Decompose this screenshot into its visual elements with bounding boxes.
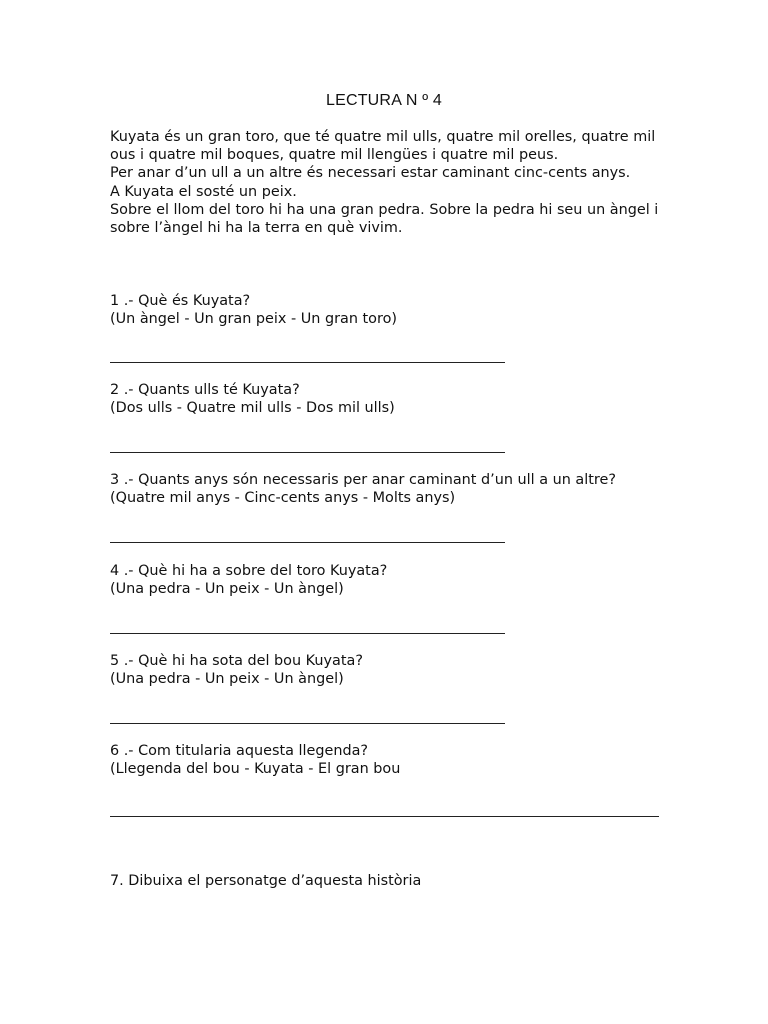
reading-paragraph: Sobre el llom del toro hi ha una gran pedra. Sobre la pedra hi seu un àngel i sobre l’àngel hi ha la terra en què vivim. xyxy=(110,201,659,237)
question-1 xyxy=(110,292,670,328)
question-options: (Llegenda del bou - Kuyata - El gran bou xyxy=(110,761,401,778)
answer-line-2[interactable] xyxy=(110,452,505,453)
question-text: 6 .- Com titularia aquesta llegenda? xyxy=(110,743,369,759)
question-text: 4 .- Què hi ha a sobre del toro Kuyata? xyxy=(110,563,388,579)
answer-line-1[interactable] xyxy=(110,362,505,363)
question-options: (Una pedra - Un peix - Un àngel) xyxy=(110,581,344,598)
question-options: (Un àngel - Un gran peix - Un gran toro) xyxy=(110,311,398,328)
question-options: (Quatre mil anys - Cinc-cents anys - Molts anys) xyxy=(110,490,456,507)
question-text: 5 .- Què hi ha sota del bou Kuyata? xyxy=(110,653,363,669)
question-7 xyxy=(110,872,670,890)
question-6 xyxy=(110,742,670,778)
answer-line-6[interactable] xyxy=(110,816,659,817)
answer-line-5[interactable] xyxy=(110,723,505,724)
question-options: (Una pedra - Un peix - Un àngel) xyxy=(110,671,344,688)
reading-paragraph: A Kuyata el sosté un peix. xyxy=(110,183,297,200)
question-5 xyxy=(110,652,670,688)
question-options: (Dos ulls - Quatre mil ulls - Dos mil ulls) xyxy=(110,400,395,417)
answer-line-4[interactable] xyxy=(110,633,505,634)
question-text: 1 .- Què és Kuyata? xyxy=(110,293,251,309)
question-text: 3 .- Quants anys són necessaris per anar caminant d’un ull a un altre? xyxy=(110,472,616,488)
answer-line-3[interactable] xyxy=(110,542,505,543)
question-text: 2 .- Quants ulls té Kuyata? xyxy=(110,382,300,398)
reading-paragraph: Kuyata és un gran toro, que té quatre mil ulls, quatre mil orelles, quatre mil ous i quatre mil boques, quatre mil llengües i quatre mil peus. xyxy=(110,129,656,164)
question-4 xyxy=(110,562,670,598)
drawing-area[interactable] xyxy=(110,905,659,1005)
question-3 xyxy=(110,471,670,507)
page-title: LECTURA N º 4 xyxy=(325,92,443,109)
drawing-prompt: 7. Dibuixa el personatge d’aquesta història xyxy=(110,873,422,889)
reading-paragraph: Per anar d’un ull a un altre és necessari estar caminant cinc-cents anys. xyxy=(110,165,631,182)
question-2 xyxy=(110,381,670,417)
reading-text xyxy=(110,128,670,237)
